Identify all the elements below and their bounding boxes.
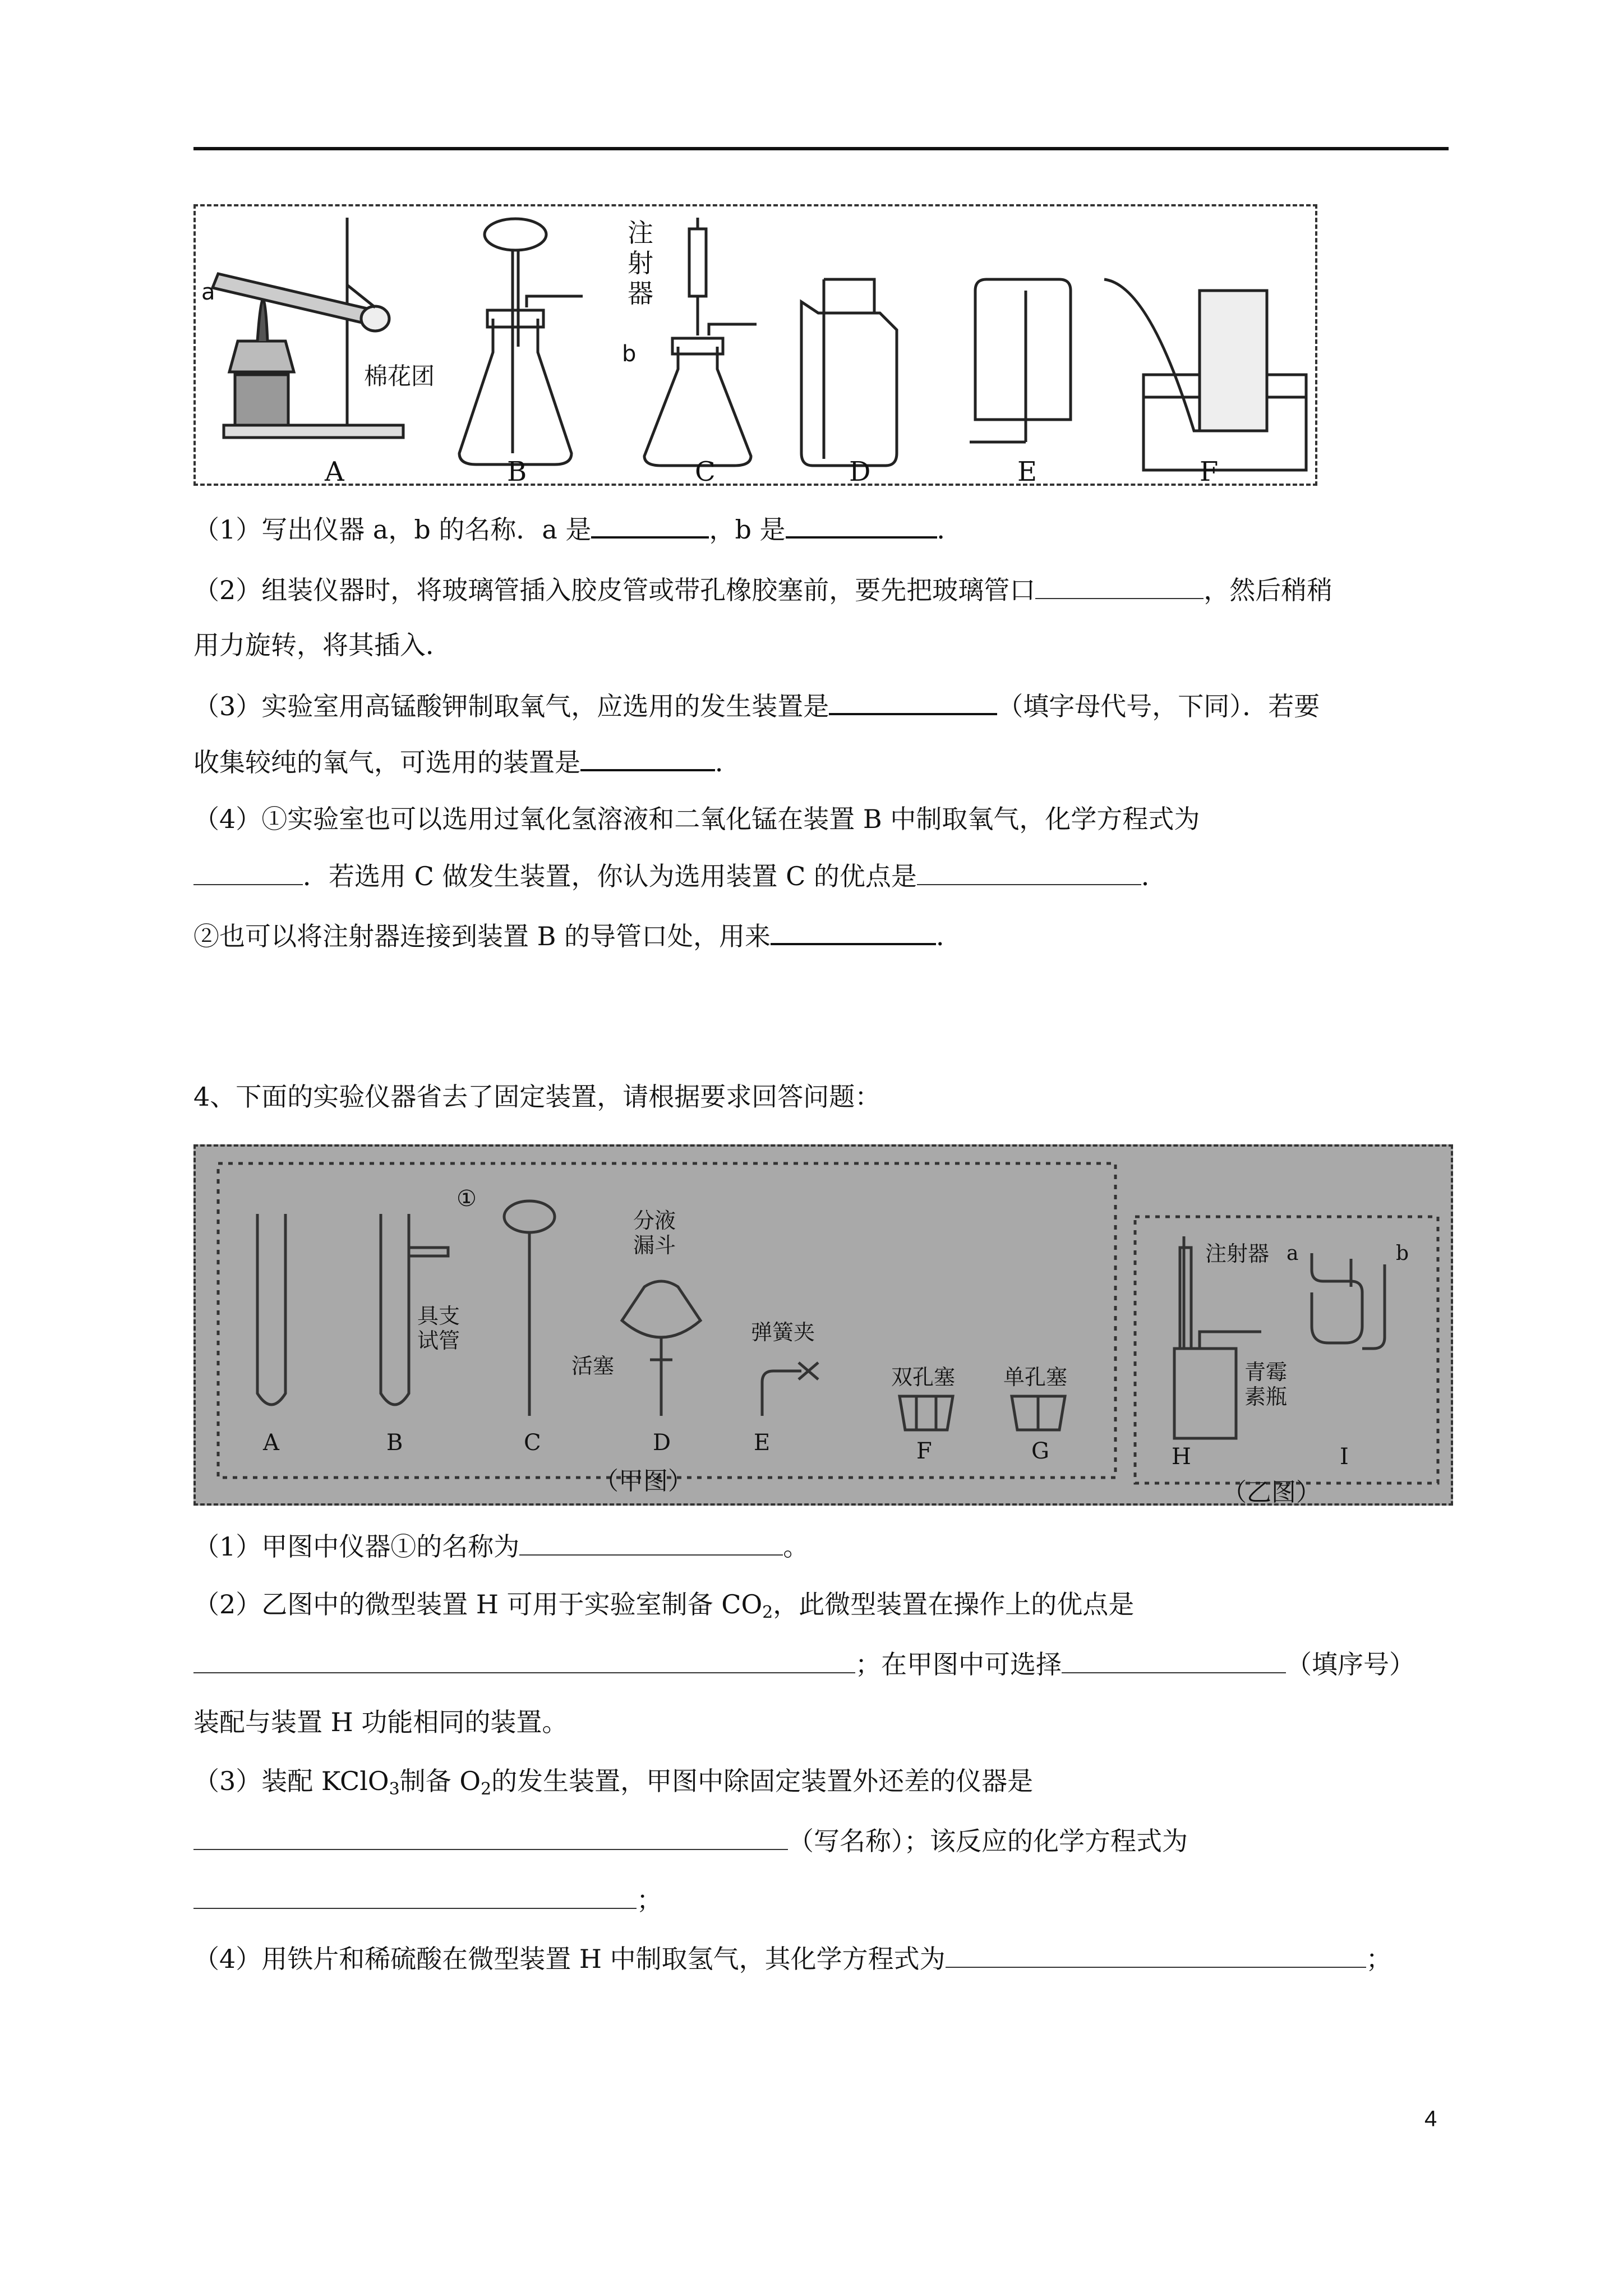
q3-line-5 <box>193 743 741 779</box>
q4-text: ； <box>1366 1944 1392 1974</box>
answer-blank-syringe-use[interactable] <box>771 917 936 945</box>
label-i-a: a <box>1287 1242 1299 1265</box>
label-syringe-h: 注射器 <box>1205 1241 1270 1266</box>
q3-line-8 <box>193 917 962 953</box>
answer-blank-select[interactable] <box>1062 1646 1286 1673</box>
penicillin-line: 素瓶 <box>1244 1384 1288 1409</box>
answer-blank-kclo3-equation[interactable] <box>193 1882 637 1909</box>
q4-text: （1）甲图中仪器①的名称为 <box>193 1531 520 1562</box>
q4-text: （3）装配 KClO <box>193 1766 389 1796</box>
q3-text: （2）组装仪器时，将玻璃管插入胶皮管或带孔橡胶塞前，要先把玻璃管口 <box>193 575 1036 605</box>
label-penicillin <box>1244 1360 1287 1409</box>
q3-text: （1）写出仪器 a，b 的名称．a 是 <box>193 514 592 545</box>
answer-blank-collector[interactable] <box>580 743 715 771</box>
fig2-label-D: D <box>653 1430 671 1456</box>
q4-line-8 <box>193 1941 1392 1976</box>
q4-text: 。 <box>783 1531 809 1562</box>
q4-line-5 <box>193 1764 1033 1806</box>
label-stopcock: 活塞 <box>571 1354 615 1378</box>
label-sep-funnel <box>633 1208 676 1258</box>
label-circle-1: ① <box>457 1186 477 1212</box>
label-syringe <box>628 218 653 309</box>
q4-subscript: 2 <box>481 1779 492 1799</box>
answer-blank-generator[interactable] <box>829 687 997 715</box>
fig2-label-A: A <box>263 1430 279 1456</box>
label-single-stopper: 单孔塞 <box>1003 1365 1068 1389</box>
q3-text: ②也可以将注射器连接到装置 B 的导管口处，用来 <box>193 921 771 951</box>
q3-line-3: 用力旋转，将其插入． <box>193 630 451 660</box>
label-branch-tube <box>417 1304 460 1353</box>
q4-text: （4）用铁片和稀硫酸在微型装置 H 中制取氢气，其化学方程式为 <box>193 1944 946 1974</box>
fig-label-C: C <box>695 456 716 487</box>
q4-text: （填序号） <box>1286 1649 1415 1680</box>
sep-funnel-line: 漏斗 <box>633 1233 676 1258</box>
q3-text: ． <box>715 747 741 777</box>
fig-label-F: F <box>1200 456 1219 487</box>
q4-line-7 <box>193 1882 662 1917</box>
q4-text: （2）乙图中的微型装置 H 可用于实验室制备 CO <box>193 1589 763 1619</box>
label-cotton: 棉花团 <box>364 362 435 390</box>
apparatus-figure-1 <box>193 204 1317 486</box>
q3-text: （3）实验室用高锰酸钾制取氧气，应选用的发生装置是 <box>193 691 829 721</box>
label-i-b: b <box>1396 1242 1409 1265</box>
fig-label-E: E <box>1017 456 1038 487</box>
fig2-label-G: G <box>1031 1438 1049 1464</box>
q3-text: ． <box>1141 861 1167 891</box>
q4-text: 的发生装置，甲图中除固定装置外还差的仪器是 <box>491 1766 1034 1796</box>
q4-text: 制备 O <box>399 1766 481 1796</box>
caption-jia: （甲图） <box>594 1467 693 1496</box>
syringe-char: 注 <box>628 218 653 248</box>
q3-text: ． <box>937 514 963 545</box>
answer-blank-tube-mouth[interactable] <box>1035 572 1204 599</box>
answer-blank-equation[interactable] <box>193 858 303 885</box>
answer-blank-h2-equation[interactable] <box>946 1941 1366 1968</box>
q4-text: （写名称）；该反应的化学方程式为 <box>788 1826 1188 1856</box>
fig2-label-I: I <box>1340 1444 1349 1470</box>
fig2-label-C: C <box>524 1430 541 1456</box>
header-rule <box>193 147 1449 150</box>
q4-text: ，此微型装置在操作上的优点是 <box>773 1589 1135 1619</box>
q3-text: ，然后稍稍 <box>1204 575 1333 605</box>
fig-label-A: A <box>325 456 344 487</box>
q3-text: 收集较纯的氧气，可选用的装置是 <box>193 747 580 777</box>
syringe-char: 器 <box>628 278 653 309</box>
label-spring-clip: 弹簧夹 <box>751 1320 815 1345</box>
label-double-stopper: 双孔塞 <box>891 1365 956 1389</box>
label-b: b <box>622 341 637 367</box>
q4-line-1 <box>193 1529 809 1563</box>
fig2-label-B: B <box>386 1430 403 1456</box>
branch-tube-line: 具支 <box>417 1304 460 1328</box>
answer-blank-advantage[interactable] <box>917 858 1141 885</box>
apparatus-drawing <box>196 206 1315 484</box>
q4-line-2 <box>193 1588 1134 1630</box>
fig2-label-E: E <box>754 1430 771 1456</box>
answer-blank-a[interactable] <box>591 510 709 539</box>
q4-subscript: 3 <box>389 1779 400 1799</box>
fig-label-D: D <box>849 456 871 487</box>
q3-line-7 <box>193 858 1167 893</box>
q4-title: 4、下面的实验仪器省去了固定装置，请根据要求回答问题： <box>193 1082 881 1112</box>
q4-text: ；在甲图中可选择 <box>855 1649 1062 1680</box>
answer-blank-missing-instrument[interactable] <box>193 1823 788 1850</box>
q3-line-2 <box>193 572 1332 607</box>
q3-line-6: （4）①实验室也可以选用过氧化氢溶液和二氧化锰在装置 B 中制取氧气，化学方程式为 <box>193 804 1200 834</box>
answer-blank-b[interactable] <box>786 510 937 539</box>
label-a: a <box>201 279 215 305</box>
q3-line-1 <box>193 510 963 546</box>
page-number: 4 <box>1424 2106 1437 2131</box>
apparatus-drawing-2 <box>196 1147 1451 1503</box>
answer-blank-advantage-h[interactable] <box>193 1646 855 1673</box>
q4-subscript: 2 <box>762 1603 773 1622</box>
caption-yi: （乙图） <box>1222 1478 1321 1507</box>
branch-tube-line: 试管 <box>417 1328 460 1353</box>
syringe-char: 射 <box>628 248 653 278</box>
q4-line-4: 装配与装置 H 功能相同的装置。 <box>193 1707 568 1737</box>
q3-text: ．若选用 C 做发生装置，你认为选用装置 C 的优点是 <box>303 861 917 891</box>
q4-text: ； <box>637 1885 662 1915</box>
answer-blank-instrument-1[interactable] <box>519 1529 783 1556</box>
fig2-label-H: H <box>1172 1444 1191 1470</box>
apparatus-figure-2 <box>193 1144 1453 1506</box>
q3-text: ． <box>936 921 962 951</box>
q4-line-6 <box>193 1823 1188 1858</box>
penicillin-line: 青霉 <box>1244 1360 1288 1384</box>
fig-label-B: B <box>507 456 527 487</box>
q3-text: ，b 是 <box>709 514 786 545</box>
fig2-label-F: F <box>916 1438 932 1464</box>
sep-funnel-line: 分液 <box>633 1208 676 1233</box>
q4-line-3 <box>193 1646 1415 1681</box>
q3-text: （填字母代号，下同）．若要 <box>997 691 1320 721</box>
q3-line-4 <box>193 687 1320 723</box>
